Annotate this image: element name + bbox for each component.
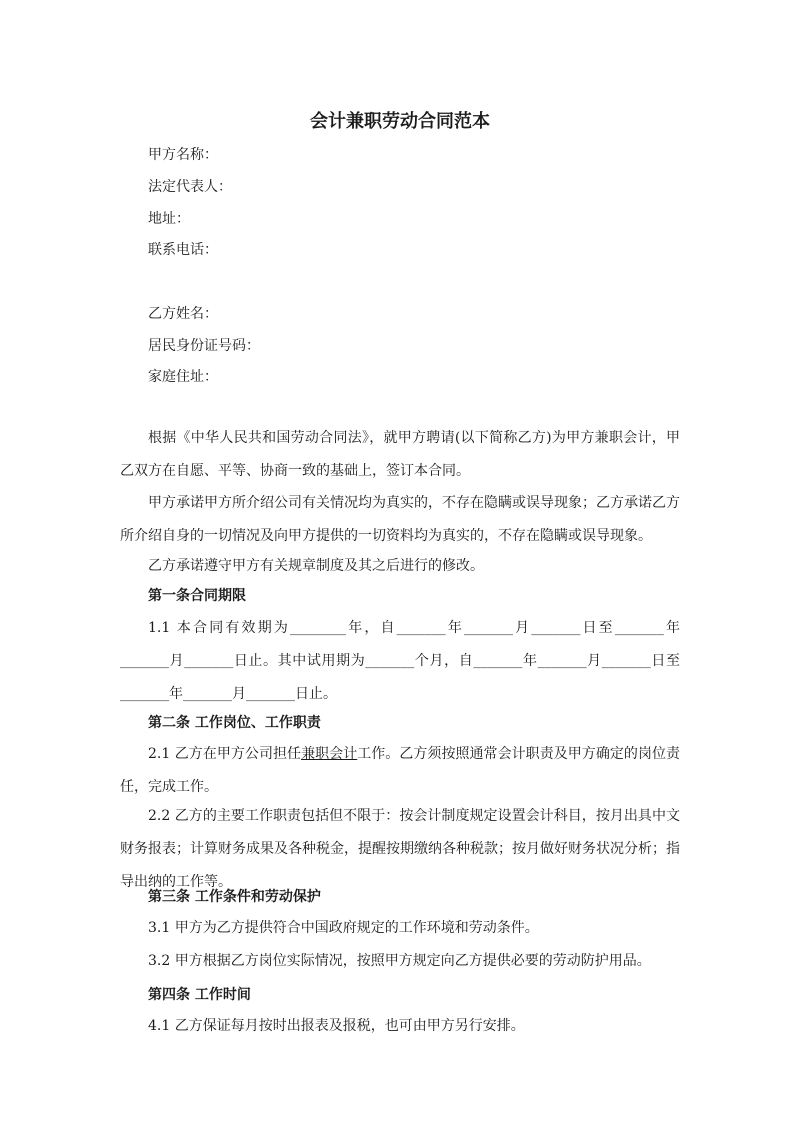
party-a-phone-label: 联系电话： bbox=[148, 242, 218, 258]
article-3-clause-2: 3.2 甲方根据乙方岗位实际情况，按照甲方规定向乙方提供必要的劳动防护用品。 bbox=[148, 953, 651, 969]
party-a-representative-label: 法定代表人： bbox=[148, 179, 232, 195]
party-a-address-label: 地址： bbox=[148, 211, 190, 227]
article-1-heading: 第一条合同期限 bbox=[148, 588, 246, 604]
article-4-heading: 第四条 工作时间 bbox=[148, 987, 251, 1003]
intro-paragraph-2: 甲方承诺甲方所介绍公司有关情况均为真实的，不存在隐瞒或误导现象；乙方承诺乙方所介绍自身的一切情况及向甲方提供的一切资料均为真实的，不存在隐瞒或误导现象。 bbox=[120, 495, 680, 544]
intro-paragraph-3: 乙方承诺遵守甲方有关规章制度及其之后进行的修改。 bbox=[148, 558, 484, 574]
intro-paragraph-1: 根据《中华人民共和国劳动合同法》，就甲方聘请(以下简称乙方)为甲方兼职会计，甲乙双方在自愿、平等、协商一致的基础上，签订本合同。 bbox=[120, 430, 680, 479]
party-b-name-label: 乙方姓名： bbox=[148, 306, 218, 322]
article-4-clause-1: 4.1 乙方保证每月按时出报表及报税，也可由甲方另行安排。 bbox=[148, 1018, 525, 1034]
party-a-name-label: 甲方名称： bbox=[148, 147, 218, 163]
article-2-clause-1 bbox=[120, 738, 680, 804]
article-2-clause-2: 2.2 乙方的主要工作职责包括但不限于：按会计制度规定设置会计科目，按月出具中文财务报表；计算财务成果及各种税金，提醒按期缴纳各种税款；按月做好财务状况分析；指导出纳的工作等。 bbox=[120, 808, 680, 890]
article-2-heading: 第二条 工作岗位、工作职责 bbox=[148, 715, 321, 731]
clause-text: 工作。乙方须按照通常会计职责及甲方确定的岗位责任，完成工作。 bbox=[120, 746, 681, 795]
document-title: 会计兼职劳动合同范本 bbox=[310, 111, 490, 132]
party-b-home-label: 家庭住址： bbox=[148, 369, 218, 385]
article-3-clause-1: 3.1 甲方为乙方提供符合中国政府规定的工作环境和劳动条件。 bbox=[148, 920, 539, 936]
position-title: 兼职会计 bbox=[301, 746, 358, 762]
party-b-id-label: 居民身份证号码： bbox=[148, 338, 260, 354]
clause-text: 2.1 乙方在甲方公司担任 bbox=[148, 746, 302, 762]
article-1-clause-1: 1.1 本合同有效期为________年，自_______年_______月_______日至_______年_______月_______日止。其中试用期为_______个月，自_______年_______月_______日至_______年_______月_______日止。 bbox=[120, 620, 680, 702]
article-3-heading: 第三条 工作条件和劳动保护 bbox=[148, 889, 321, 905]
